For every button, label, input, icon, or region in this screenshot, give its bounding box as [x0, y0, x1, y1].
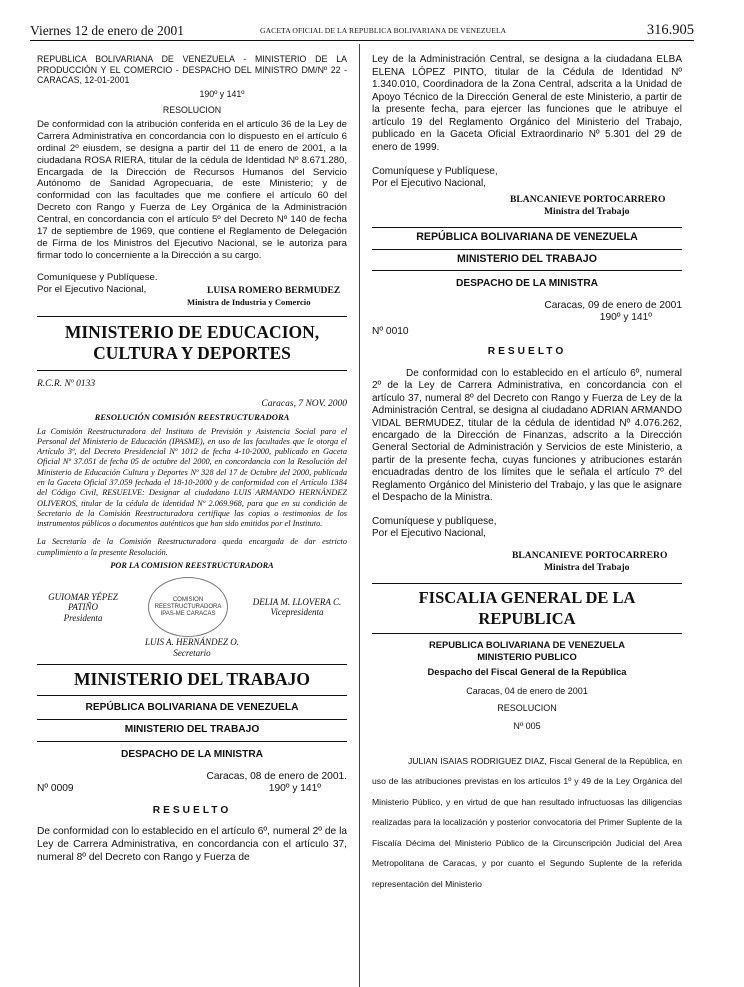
section-rule [372, 227, 682, 228]
section-rule [37, 370, 347, 371]
signatory-role: Ministra del Trabajo [544, 562, 630, 574]
prosecutor-date: Caracas, 04 de enero de 2001 [466, 685, 588, 696]
labor2-republic-line: REPÚBLICA BOLIVARIANA DE VENEZUELA [416, 230, 638, 243]
prosecutor-body: JULIAN ISAIAS RODRIGUEZ DIAZ, Fiscal General de la República, en uso de las atribuciones previstas en los artículos 1º y 49 de la Ley Orgánica del Ministerio Público, y en virtud de que han resultado infructuosas las diligencias realizadas para la localización y posterior convocatoria del Primer Suplente de la Fiscalía Décima del Ministerio Público de la Circunscripción Judicial del Area Metropolitana de Caracas, y por cuanto el Segundo Suplente de la referida representación del Ministerio [372, 755, 682, 889]
signatory-name: BLANCANIEVE PORTOCARRERO [510, 193, 666, 205]
labor-office-line: DESPACHO DE LA MINISTRA [120, 748, 264, 760]
resolution-years: 190º y 141º [199, 88, 245, 99]
signatory-name: LUISA ROMERO BERMUDEZ [207, 284, 341, 296]
labor2-ministry-line: MINISTERIO DEL TRABAJO [457, 252, 597, 265]
commission-body-2: La Secretaría de la Comisión Reestructuradora queda encargada de dar estricto cumplimiento a la presente Resolución. [37, 537, 347, 557]
commission-body: La Comisión Reestructuradora del Instituto de Previsión y Asistencia Social para el Personal del Ministerio de Educación (IPASME), en uso de las facultades que le otorga el Artículo 3º, del Decreto Presidencial Nº 1012 de fecha 4-10-2000, publicado en Gaceta Oficial Nº 37.051 de fecha 05 de octubre del 2000, en concordancia con la Resolución del Ministerio de Educación Cultura y Deportes Nº 328 del 17 de Octubre del 2000, publicada en la Gaceta Oficial 37.059 fechada el 18-10-2000 y de conformidad con el Artículo 1384 del Código Civil, RESUELVE: Designar al ciudadano LUIS ARMANDO HERNÁNDEZ OLIVEROS, titular de la cédula de identidad Nº 2.069.968, para que en su condición de Secretario de la Comisión Reestructuradora certifique las copias o testimonios de los instrumentos públicos o documentos auténticos que han sido emitidos por el Instituto. [37, 426, 347, 529]
prosecutor-republic-line: REPUBLICA BOLIVARIANA DE VENEZUELA [428, 639, 625, 651]
labor2-office-line: DESPACHO DE LA MINISTRA [455, 278, 599, 290]
signer-secretary-name: LUIS A. HERNÁNDEZ O. [144, 637, 240, 648]
column-divider [359, 44, 360, 987]
labor2-years: 190º y 141º [599, 312, 652, 324]
section-rule [37, 664, 347, 665]
closing-executive: Por el Ejecutivo Nacional, [37, 283, 147, 295]
labor2-body: De conformidad con lo establecido en el artículo 6º, numeral 2º de la Ley de Carrera Administrativa, en concordancia con el artículo 37, numeral 8º del Decreto con Rango y Fuerza de Ley de la Administración Central, se designa al ciudadano ADRIAN ARMANDO VIDAL BERMUDEZ, titular de la cédula de identidad Nº 4.076.262, encargado de la Dirección de Finanzas, adscrito a la Dirección General Sectorial de Administración y Servicios de este Ministerio, a partir de la presente fecha, cuyas funciones y atribuciones estarán encuadradas dentro de los límites que le señala el artículo 7º del Reglamento Orgánico del Ministerio del Trabajo, y las que le asignare el Despacho de la Ministra. [372, 367, 682, 504]
section-title-education: MINISTERIO DE EDUCACION, CULTURA Y DEPORTES [64, 322, 320, 364]
section-rule [372, 633, 682, 634]
section-rule [372, 270, 682, 271]
signatory-role: Ministra de Industria y Comercio [187, 296, 311, 307]
closing-communicate: Comuníquese y Publíquese, [372, 166, 498, 177]
commission-signers-heading: POR LA COMISION REESTRUCTURADORA [110, 561, 274, 571]
labor-ministry-line: MINISTERIO DEL TRABAJO [124, 723, 260, 735]
labor2-number: Nº 0010 [372, 326, 409, 338]
section-rule [372, 249, 682, 250]
continued-body: Ley de la Administración Central, se designa a la ciudadana ELBA ELENA LÓPEZ PINTO, titular de la Cédula de Identidad Nº 1.340.010, Coordinadora de la Zona Central, adscrita a la Unidad de Apoyo Técnico de la Dirección General de este Ministerio, a partir de la presente fecha, para ejercer las funciones que le atribuye el artículo 19 del Reglamento Orgánico del Ministerio del Trabajo, publicado en la Gaceta Oficial Extraordinario Nº 5.301 del 29 de enero de 1999. [372, 54, 682, 153]
labor-republic-line: REPÚBLICA BOLIVARIANA DE VENEZUELA [85, 701, 299, 713]
labor-resuelto: RESUELTO [152, 804, 232, 816]
commission-ref: R.C.R. Nº 0133 [37, 379, 96, 390]
labor-years: 190º y 141º [268, 782, 321, 794]
closing-executive: Por el Ejecutivo Nacional, [372, 177, 486, 189]
labor2-resuelto: RESUELTO [487, 346, 567, 358]
resolution-title: RESOLUCION [162, 105, 222, 115]
resolution-body: De conformidad con la atribución conferida en el artículo 36 de la Ley de Carrera Administrativa en concordancia con lo dispuesto en el artículo 6 ordinal 2º eiusdem, se designa a partir del 11 de enero de 2001, a la ciudadana ROSA RIERA, titular de la cédula de Identidad Nº 8.671.280, Encargada de la Dirección de Recursos Humanos del Servicio Autónomo de Sanidad Agropecuaria, de este Ministerio; y de conformidad con las facultades que me confiere el artículo 60 del Decreto con Rango y Fuerza de Ley Orgánica de la Administración Central, en concordancia con el artículo 5º del Decreto Nº 140 de fecha 17 de septiembre de 1969, que contiene el Reglamento de Delegación de Firma de los Ministros del Ejecutivo Nacional, se le autoriza para firmar todo lo concerniente a la Dirección a su cargo. [37, 118, 347, 261]
prosecutor-number: Nº 005 [513, 720, 541, 731]
page-number: 316.905 [646, 22, 694, 38]
closing-executive: Por el Ejecutivo Nacional, [372, 528, 486, 540]
left-column [37, 54, 347, 987]
signer-president-name: GUIOMAR YÉPEZ PATIÑO [48, 591, 118, 613]
section-title-labor: MINISTERIO DEL TRABAJO [74, 668, 310, 689]
header-gazette-title: GACETA OFICIAL DE LA REPUBLICA BOLIVARIANA DE VENEZUELA [260, 26, 507, 35]
signer-vicepresident-name: DELIA M. LLOVERA C. [252, 597, 342, 608]
official-seal: COMISION REESTRUCTURADORA IPAS-ME CARACAS [148, 577, 228, 637]
section-rule [37, 316, 347, 317]
labor-body: De conformidad con lo establecido en el artículo 6º, numeral 2º de la Ley de Carrera Administrativa, en concordancia con el artículo 37, numeral 8º del Decreto con Rango y Fuerza de [37, 826, 347, 863]
labor-date: Caracas, 08 de enero de 2001. [206, 770, 347, 782]
closing-communicate: Comuníquese y Publíquese. [37, 271, 158, 283]
section-rule [37, 719, 347, 720]
commission-heading: RESOLUCIÓN COMISIÓN REESTRUCTURADORA [94, 412, 290, 423]
labor-number: Nº 0009 [37, 782, 74, 794]
prosecutor-ministry-line: MINISTERIO PUBLICO [477, 650, 577, 662]
signatory-role: Ministra del Trabajo [544, 205, 630, 217]
section-rule [372, 583, 682, 584]
section-rule [37, 741, 347, 742]
signer-president-role: Presidenta [63, 612, 103, 623]
right-column [372, 54, 682, 987]
page-header [30, 22, 694, 41]
commission-signatures [37, 577, 347, 637]
closing-communicate: Comuníquese y publíquese, [372, 516, 497, 528]
labor2-date: Caracas, 09 de enero de 2001 [544, 300, 682, 312]
signatory-name: BLANCANIEVE PORTOCARRERO [512, 550, 668, 562]
prosecutor-office-line: Despacho del Fiscal General de la República [427, 665, 627, 677]
signer-secretary-role: Secretario [173, 647, 211, 658]
section-title-prosecutor: FISCALIA GENERAL DE LA REPUBLICA [418, 588, 636, 629]
resolution-heading: REPUBLICA BOLIVARIANA DE VENEZUELA - MINISTERIO DE LA PRODUCCIÓN Y EL COMERCIO - DESPACHO DEL MINISTRO DM/Nº 22 - CARACAS, 12-01-2001 [37, 54, 347, 85]
prosecutor-resolution-title: RESOLUCION [497, 702, 557, 713]
commission-date: Caracas, 7 NOV. 2000 [261, 399, 347, 410]
header-date: Viernes 12 de enero de 2001 [30, 23, 185, 38]
section-rule [37, 695, 347, 696]
signer-vicepresident-role: Vicepresidenta [270, 607, 324, 618]
